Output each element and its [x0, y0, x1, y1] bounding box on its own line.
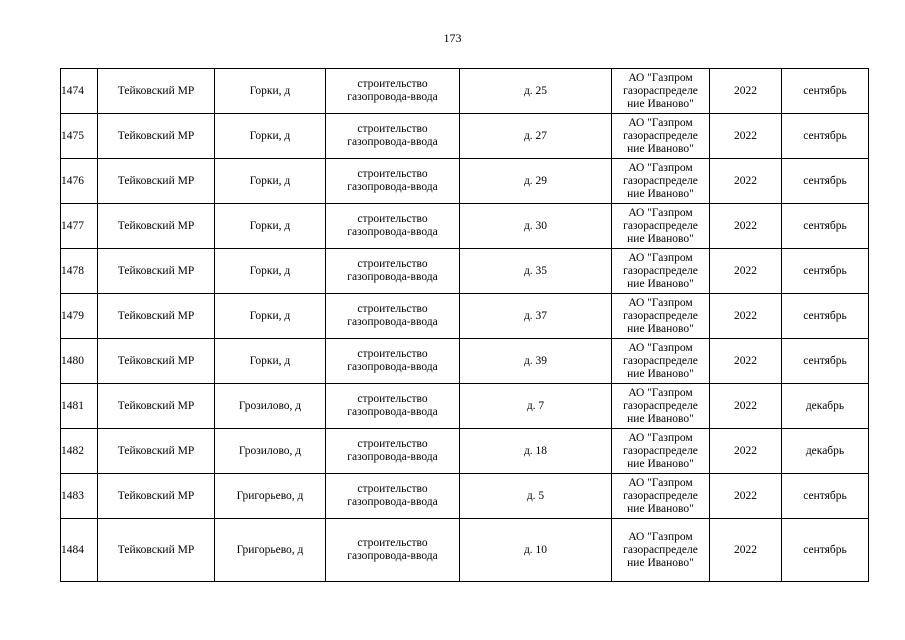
- year-cell: 2022: [710, 69, 782, 114]
- house-number-cell: д. 7: [460, 384, 612, 429]
- locality-cell: Горки, д: [215, 249, 326, 294]
- row-number: 1483: [61, 474, 98, 519]
- locality-cell: Горки, д: [215, 69, 326, 114]
- organization-cell: АО "Газпром газораспределе ние Иваново": [612, 204, 710, 249]
- year-cell: 2022: [710, 204, 782, 249]
- work-type-cell: строительство газопровода-ввода: [326, 69, 460, 114]
- table-row: [61, 204, 869, 249]
- month-cell: сентябрь: [782, 339, 869, 384]
- district-cell: Тейковский МР: [98, 474, 215, 519]
- table-row: [61, 429, 869, 474]
- year-cell: 2022: [710, 474, 782, 519]
- work-type-cell: строительство газопровода-ввода: [326, 294, 460, 339]
- row-number: 1474: [61, 69, 98, 114]
- table-row: [61, 519, 869, 582]
- table-row: [61, 159, 869, 204]
- row-number: 1481: [61, 384, 98, 429]
- locality-cell: Горки, д: [215, 204, 326, 249]
- month-cell: сентябрь: [782, 204, 869, 249]
- house-number-cell: д. 10: [460, 519, 612, 582]
- month-cell: декабрь: [782, 384, 869, 429]
- month-cell: сентябрь: [782, 159, 869, 204]
- organization-cell: АО "Газпром газораспределе ние Иваново": [612, 519, 710, 582]
- organization-cell: АО "Газпром газораспределе ние Иваново": [612, 114, 710, 159]
- table-row: [61, 114, 869, 159]
- locality-cell: Григорьево, д: [215, 474, 326, 519]
- row-number: 1479: [61, 294, 98, 339]
- district-cell: Тейковский МР: [98, 519, 215, 582]
- year-cell: 2022: [710, 114, 782, 159]
- district-cell: Тейковский МР: [98, 69, 215, 114]
- organization-cell: АО "Газпром газораспределе ние Иваново": [612, 159, 710, 204]
- district-cell: Тейковский МР: [98, 204, 215, 249]
- month-cell: сентябрь: [782, 114, 869, 159]
- house-number-cell: д. 18: [460, 429, 612, 474]
- locality-cell: Грозилово, д: [215, 429, 326, 474]
- locality-cell: Горки, д: [215, 159, 326, 204]
- year-cell: 2022: [710, 249, 782, 294]
- gasification-schedule-table: [60, 68, 869, 582]
- row-number: 1477: [61, 204, 98, 249]
- row-number: 1476: [61, 159, 98, 204]
- district-cell: Тейковский МР: [98, 384, 215, 429]
- district-cell: Тейковский МР: [98, 294, 215, 339]
- row-number: 1484: [61, 519, 98, 582]
- house-number-cell: д. 27: [460, 114, 612, 159]
- organization-cell: АО "Газпром газораспределе ние Иваново": [612, 429, 710, 474]
- work-type-cell: строительство газопровода-ввода: [326, 249, 460, 294]
- work-type-cell: строительство газопровода-ввода: [326, 519, 460, 582]
- row-number: 1475: [61, 114, 98, 159]
- year-cell: 2022: [710, 339, 782, 384]
- house-number-cell: д. 29: [460, 159, 612, 204]
- organization-cell: АО "Газпром газораспределе ние Иваново": [612, 384, 710, 429]
- row-number: 1478: [61, 249, 98, 294]
- house-number-cell: д. 5: [460, 474, 612, 519]
- work-type-cell: строительство газопровода-ввода: [326, 159, 460, 204]
- organization-cell: АО "Газпром газораспределе ние Иваново": [612, 69, 710, 114]
- house-number-cell: д. 39: [460, 339, 612, 384]
- district-cell: Тейковский МР: [98, 429, 215, 474]
- locality-cell: Горки, д: [215, 339, 326, 384]
- row-number: 1480: [61, 339, 98, 384]
- district-cell: Тейковский МР: [98, 159, 215, 204]
- house-number-cell: д. 30: [460, 204, 612, 249]
- organization-cell: АО "Газпром газораспределе ние Иваново": [612, 294, 710, 339]
- district-cell: Тейковский МР: [98, 339, 215, 384]
- year-cell: 2022: [710, 429, 782, 474]
- locality-cell: Грозилово, д: [215, 384, 326, 429]
- table-row: [61, 474, 869, 519]
- work-type-cell: строительство газопровода-ввода: [326, 384, 460, 429]
- locality-cell: Горки, д: [215, 114, 326, 159]
- month-cell: сентябрь: [782, 294, 869, 339]
- table-row: [61, 339, 869, 384]
- year-cell: 2022: [710, 519, 782, 582]
- house-number-cell: д. 35: [460, 249, 612, 294]
- house-number-cell: д. 37: [460, 294, 612, 339]
- organization-cell: АО "Газпром газораспределе ние Иваново": [612, 474, 710, 519]
- month-cell: сентябрь: [782, 249, 869, 294]
- page-number: 173: [443, 31, 462, 45]
- work-type-cell: строительство газопровода-ввода: [326, 429, 460, 474]
- locality-cell: Горки, д: [215, 294, 326, 339]
- month-cell: сентябрь: [782, 69, 869, 114]
- table-row: [61, 249, 869, 294]
- row-number: 1482: [61, 429, 98, 474]
- house-number-cell: д. 25: [460, 69, 612, 114]
- year-cell: 2022: [710, 159, 782, 204]
- month-cell: сентябрь: [782, 519, 869, 582]
- organization-cell: АО "Газпром газораспределе ние Иваново": [612, 339, 710, 384]
- work-type-cell: строительство газопровода-ввода: [326, 204, 460, 249]
- district-cell: Тейковский МР: [98, 114, 215, 159]
- month-cell: сентябрь: [782, 474, 869, 519]
- year-cell: 2022: [710, 384, 782, 429]
- table-row: [61, 69, 869, 114]
- month-cell: декабрь: [782, 429, 869, 474]
- work-type-cell: строительство газопровода-ввода: [326, 474, 460, 519]
- table-row: [61, 384, 869, 429]
- year-cell: 2022: [710, 294, 782, 339]
- work-type-cell: строительство газопровода-ввода: [326, 114, 460, 159]
- organization-cell: АО "Газпром газораспределе ние Иваново": [612, 249, 710, 294]
- district-cell: Тейковский МР: [98, 249, 215, 294]
- table-row: [61, 294, 869, 339]
- locality-cell: Григорьево, д: [215, 519, 326, 582]
- work-type-cell: строительство газопровода-ввода: [326, 339, 460, 384]
